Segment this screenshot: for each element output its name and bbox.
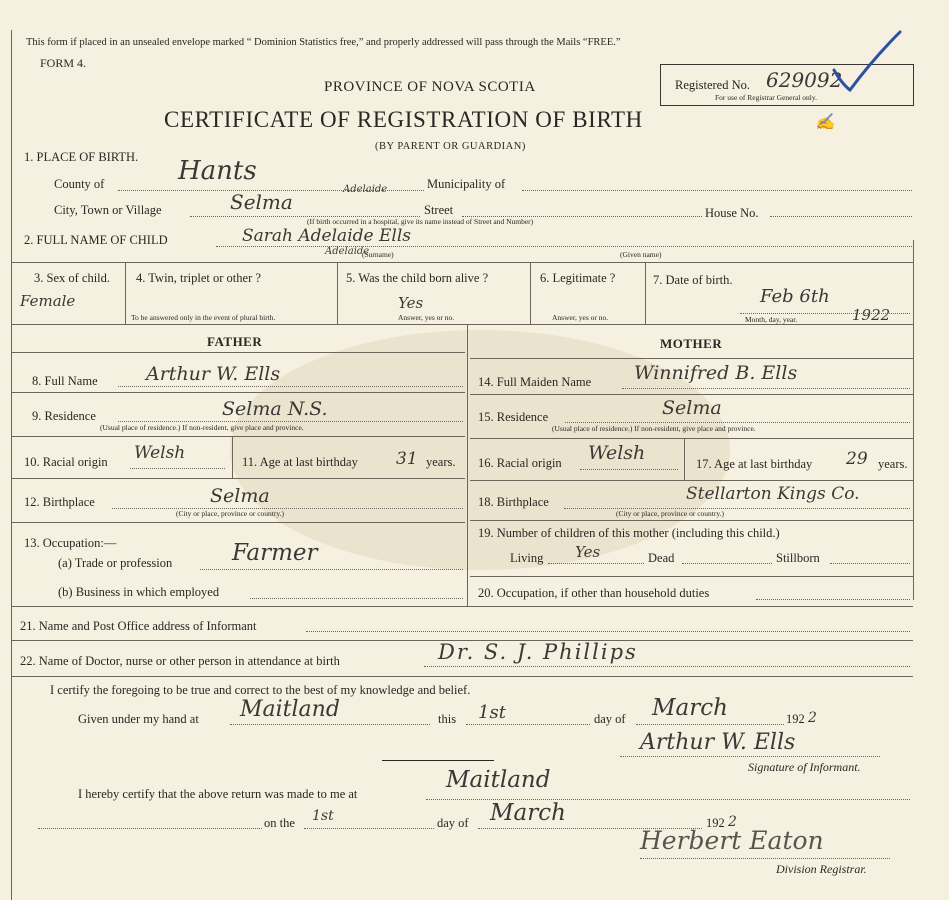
dob-label: 7. Date of birth. [653, 273, 733, 287]
mother-racial-line [580, 469, 678, 470]
row3-divider-3 [530, 262, 531, 324]
row3-top-rule [12, 262, 913, 263]
house-line [770, 216, 912, 217]
city-label: City, Town or Village [54, 203, 162, 217]
right-border [913, 240, 914, 600]
parents-bottom-rule [12, 606, 913, 607]
living-value: Yes [575, 543, 601, 561]
day-line [466, 724, 590, 725]
registrar-place-value: Maitland [446, 767, 551, 793]
year-hand: 2 [808, 710, 817, 726]
street-label: Street [424, 203, 454, 217]
mother-racial-label: 16. Racial origin [478, 456, 562, 470]
mother-row-rule-2 [470, 438, 913, 439]
father-years-label: years. [426, 455, 456, 469]
left-border [11, 30, 12, 900]
given-label: Given under my hand at [78, 712, 199, 726]
mother-heading-rule [470, 358, 913, 359]
father-business-line [250, 598, 463, 599]
informant-line [306, 631, 910, 632]
father-business-label: (b) Business in which employed [58, 585, 220, 599]
county-value: Hants [178, 156, 257, 186]
province-heading: PROVINCE OF NOVA SCOTIA [324, 79, 536, 95]
place-heading: 1. PLACE OF BIRTH. [24, 150, 139, 164]
municipality-label: Municipality of [427, 177, 506, 191]
father-residence-note: (Usual place of residence.) If non-resident, give place and province. [100, 423, 304, 432]
father-residence-label: 9. Residence [32, 409, 96, 423]
month-line [636, 724, 784, 725]
doctor-rule [12, 676, 913, 677]
father-birthplace-label: 12. Birthplace [24, 495, 95, 509]
father-occupation-label: 13. Occupation:— [24, 536, 117, 550]
mother-years-label: years. [878, 457, 908, 471]
father-heading-rule [12, 352, 465, 353]
alive-note: Answer, yes or no. [398, 313, 455, 322]
dead-line [682, 563, 772, 564]
registrar-signature-line [640, 858, 890, 859]
informant-signature: Arthur W. Ells [640, 730, 796, 755]
mother-children-label: 19. Number of children of this mother (including this child.) [478, 526, 780, 540]
father-birthplace-value: Selma [210, 485, 270, 507]
stillborn-line [830, 563, 910, 564]
given-place-line [230, 724, 430, 725]
county-label: County of [54, 177, 105, 191]
informant-signature-label: Signature of Informant. [748, 760, 861, 774]
mother-age-value: 29 [846, 449, 868, 469]
form-number: FORM 4. [40, 56, 87, 70]
father-age-divider [232, 436, 233, 478]
mother-residence-note: (Usual place of residence.) If non-resident, give place and province. [552, 424, 756, 433]
father-row-rule-3 [12, 478, 465, 479]
dob-note: Month, day, year. [745, 315, 798, 324]
row3-divider-4 [645, 262, 646, 324]
father-racial-line [130, 468, 225, 469]
child-name-value: Sarah Adelaide Ells [242, 226, 411, 246]
mother-age-divider [684, 438, 685, 480]
legitimate-label: 6. Legitimate ? [540, 271, 616, 285]
twin-label: 4. Twin, triplet or other ? [136, 271, 261, 285]
registered-note: For use of Registrar General only. [715, 93, 817, 102]
father-racial-value: Welsh [134, 443, 186, 463]
informant-label: 21. Name and Post Office address of Informant [20, 619, 257, 633]
father-age-value: 31 [396, 449, 418, 469]
mother-name-label: 14. Full Maiden Name [478, 375, 592, 389]
mother-row-rule-5 [470, 576, 913, 577]
stillborn-label: Stillborn [776, 551, 820, 565]
registrar-year-printed: 192 [706, 816, 725, 830]
separator-rule [382, 760, 494, 761]
doctor-value: Dr. S. J. Phillips [438, 640, 638, 664]
city-value: Selma [230, 190, 293, 214]
dob-line [740, 313, 910, 314]
mother-birthplace-note: (City or place, province or country.) [616, 509, 725, 518]
hospital-note: (If birth occurred in a hospital, give its name instead of Street and Number) [307, 217, 534, 226]
stamp-mark-icon: ✍ [815, 112, 835, 131]
registrar-signature-label: Division Registrar. [776, 862, 867, 876]
registered-label: Registered No. [675, 78, 750, 92]
registrar-day-of-label: day of [437, 816, 469, 830]
mailing-notice: This form if placed in an unsealed envelope marked “ Dominion Statistics free,” and properly addressed will pass through the Mails “FREE.” [26, 37, 621, 48]
given-place-value: Maitland [240, 697, 340, 722]
dob-year: 1922 [852, 306, 891, 324]
father-row-rule-4 [12, 522, 465, 523]
row3-bottom-rule [12, 324, 913, 325]
month-value: March [652, 695, 728, 721]
mother-row-rule-3 [470, 480, 913, 481]
child-name-label: 2. FULL NAME OF CHILD [24, 233, 168, 247]
child-name-insert: Adelaide [343, 184, 388, 195]
mother-residence-label: 15. Residence [478, 410, 549, 424]
sex-value: Female [20, 292, 76, 310]
mother-heading: MOTHER [660, 336, 723, 351]
child-name-line [216, 246, 912, 247]
row3-divider-1 [125, 262, 126, 324]
given-name-note: (Given name) [620, 250, 662, 259]
registrar-text: I hereby certify that the above return was made to me at [78, 787, 358, 801]
year-printed: 192 [786, 712, 805, 726]
page-title: CERTIFICATE OF REGISTRATION OF BIRTH [164, 107, 643, 132]
father-name-value: Arthur W. Ells [146, 363, 281, 385]
father-trade-value: Farmer [232, 540, 318, 566]
alive-value: Yes [398, 294, 424, 312]
parents-divider [467, 324, 468, 606]
row3-divider-2 [337, 262, 338, 324]
mother-residence-line [565, 422, 910, 423]
doctor-label: 22. Name of Doctor, nurse or other person in attendance at birth [20, 654, 340, 668]
informant-signature-line [620, 756, 880, 757]
day-value: 1st [478, 702, 506, 723]
living-line [548, 563, 644, 564]
page-subtitle: (BY PARENT OR GUARDIAN) [375, 141, 526, 152]
father-trade-label: (a) Trade or profession [58, 556, 173, 570]
father-birthplace-line [112, 508, 463, 509]
father-birthplace-note: (City or place, province or country.) [176, 509, 285, 518]
child-name-insert-below: Adelaide [325, 246, 370, 257]
registrar-on-label: on the [264, 816, 295, 830]
registrar-signature: Herbert Eaton [640, 826, 824, 855]
father-racial-label: 10. Racial origin [24, 455, 108, 469]
mother-age-label: 17. Age at last birthday [696, 457, 813, 471]
father-residence-value: Selma N.S. [222, 398, 328, 420]
twin-note: To be answered only in the event of plural birth. [131, 313, 276, 322]
father-residence-line [118, 421, 463, 422]
alive-label: 5. Was the child born alive ? [346, 271, 489, 285]
father-row-rule-1 [12, 392, 465, 393]
registrar-year-hand: 2 [728, 814, 737, 830]
father-name-label: 8. Full Name [32, 374, 98, 388]
registered-number: 629092 [766, 68, 843, 92]
municipality-line [522, 190, 912, 191]
mother-residence-value: Selma [662, 397, 722, 419]
father-trade-line [200, 569, 463, 570]
mother-birthplace-label: 18. Birthplace [478, 495, 549, 509]
sex-label: 3. Sex of child. [34, 271, 111, 285]
registrar-lead-line [38, 828, 262, 829]
legitimate-note: Answer, yes or no. [552, 313, 609, 322]
mother-occupation-line [756, 599, 910, 600]
mother-name-value: Winnifred B. Ells [634, 362, 798, 384]
father-age-label: 11. Age at last birthday [242, 455, 358, 469]
this-label: this [438, 712, 457, 726]
doctor-line [424, 666, 910, 667]
check-mark-icon [820, 28, 910, 98]
father-row-rule-2 [12, 436, 465, 437]
mother-racial-value: Welsh [588, 442, 646, 464]
mother-name-line [622, 388, 910, 389]
father-name-line [118, 386, 463, 387]
certify-text: I certify the foregoing to be true and correct to the best of my knowledge and belief. [50, 683, 471, 697]
mother-row-rule-4 [470, 520, 913, 521]
house-label: House No. [705, 206, 759, 220]
day-of-label: day of [594, 712, 626, 726]
living-label: Living [510, 551, 544, 565]
registrar-day-value: 1st [312, 808, 334, 824]
dob-month-day: Feb 6th [760, 286, 830, 307]
registrar-day-line [304, 828, 434, 829]
surname-note: (Surname) [362, 250, 394, 259]
father-heading: FATHER [207, 334, 263, 349]
mother-row-rule-1 [470, 394, 913, 395]
registrar-month-value: March [490, 800, 566, 826]
mother-birthplace-value: Stellarton Kings Co. [686, 484, 860, 504]
dead-label: Dead [648, 551, 675, 565]
mother-occupation-label: 20. Occupation, if other than household duties [478, 586, 710, 600]
